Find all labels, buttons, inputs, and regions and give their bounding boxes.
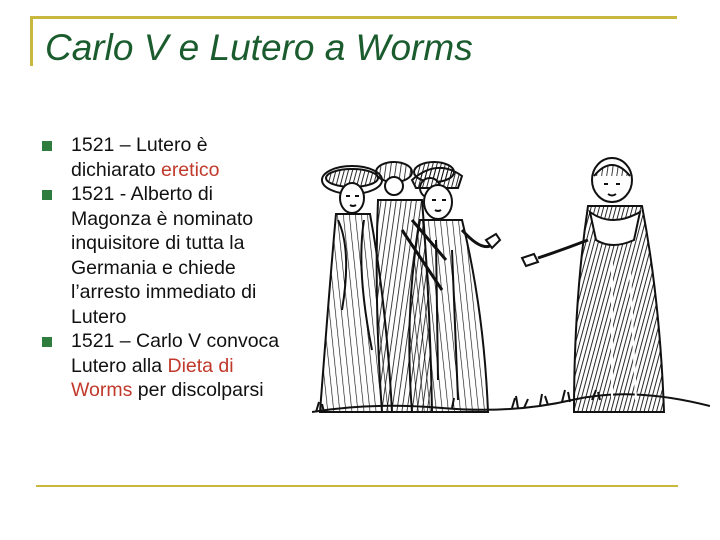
figure-right-monk bbox=[522, 158, 664, 412]
frame-bottom-rule bbox=[36, 485, 678, 487]
bullet-text-part: per discolparsi bbox=[132, 379, 264, 401]
bullet-text bbox=[71, 134, 220, 181]
bullet-text-part: 1521 – Lutero è dichiarato bbox=[71, 134, 208, 181]
slide-title: Carlo V e Lutero a Worms bbox=[45, 27, 473, 68]
bullet-text-highlight: Dieta di Worms bbox=[71, 354, 234, 401]
bullet-item bbox=[42, 133, 292, 182]
bullet-text bbox=[71, 183, 256, 328]
frame-top-rule bbox=[30, 16, 677, 19]
bullet-item bbox=[42, 182, 292, 329]
bullet-marker-icon bbox=[42, 190, 52, 200]
bullet-marker-icon bbox=[42, 141, 52, 151]
woodcut-illustration bbox=[312, 150, 710, 428]
bullet-text bbox=[71, 330, 279, 401]
bullet-list bbox=[42, 133, 292, 403]
bullet-text-highlight: eretico bbox=[160, 158, 220, 181]
bullet-text-part: 1521 - Alberto di Magonza è nominato inquisitore di tutta la Germania e chiede l’arresto immediato di Lutero bbox=[71, 183, 257, 328]
bullet-item bbox=[42, 329, 292, 403]
bullet-marker-icon bbox=[42, 337, 52, 347]
bullet-text-part: 1521 – Carlo V convoca Lutero alla bbox=[71, 330, 280, 377]
frame-left-rule bbox=[30, 16, 33, 66]
